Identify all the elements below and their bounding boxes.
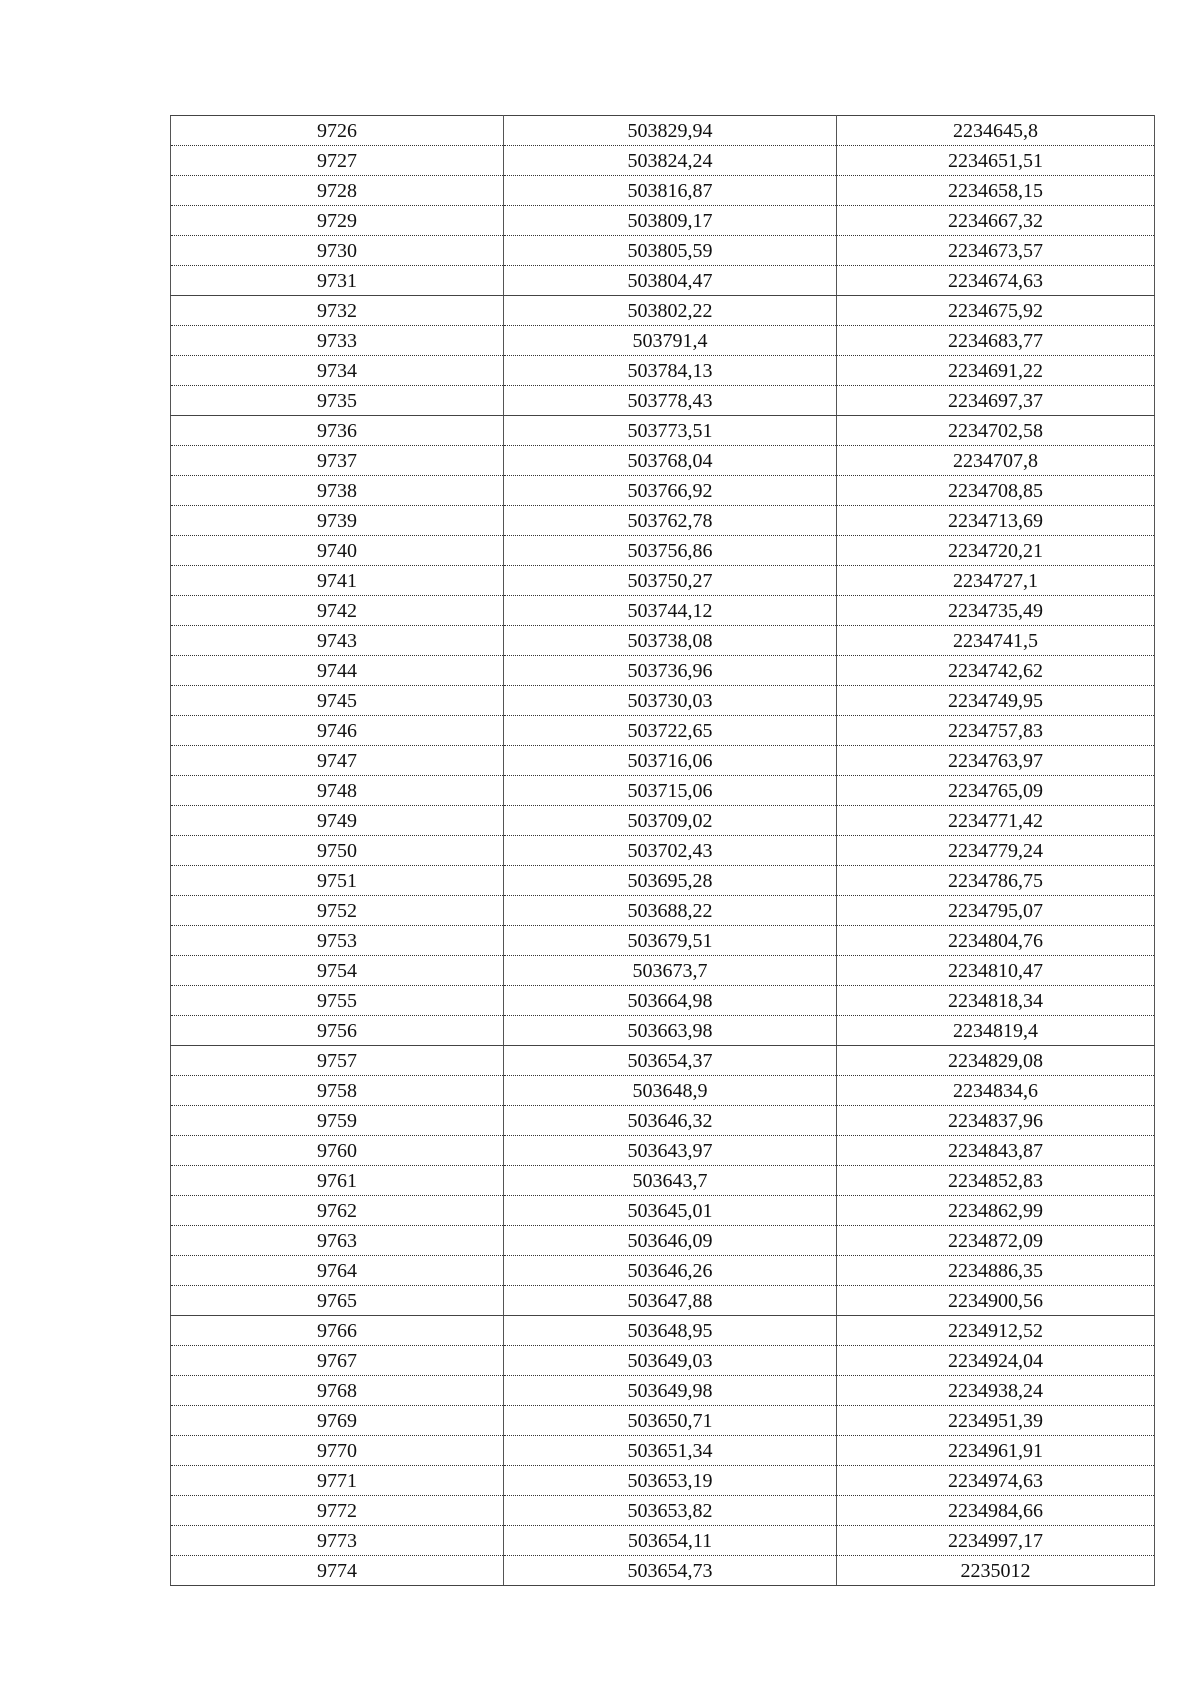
x-coordinate-cell: 503802,22 <box>504 296 837 326</box>
x-coordinate-cell: 503648,95 <box>504 1316 837 1346</box>
table-row <box>171 926 1155 956</box>
x-coordinate-cell: 503649,03 <box>504 1346 837 1376</box>
y-coordinate-cell: 2234675,92 <box>837 296 1155 326</box>
table-row <box>171 356 1155 386</box>
x-coordinate-cell: 503778,43 <box>504 386 837 416</box>
y-coordinate-cell: 2234645,8 <box>837 116 1155 146</box>
y-coordinate-cell: 2234795,07 <box>837 896 1155 926</box>
x-coordinate-cell: 503744,12 <box>504 596 837 626</box>
table-row <box>171 146 1155 176</box>
point-number-cell: 9756 <box>171 1016 504 1046</box>
y-coordinate-cell: 2234786,75 <box>837 866 1155 896</box>
x-coordinate-cell: 503702,43 <box>504 836 837 866</box>
x-coordinate-cell: 503716,06 <box>504 746 837 776</box>
y-coordinate-cell: 2234829,08 <box>837 1046 1155 1076</box>
point-number-cell: 9774 <box>171 1556 504 1586</box>
point-number-cell: 9748 <box>171 776 504 806</box>
table-row <box>171 686 1155 716</box>
y-coordinate-cell: 2234938,24 <box>837 1376 1155 1406</box>
x-coordinate-cell: 503646,26 <box>504 1256 837 1286</box>
table-row <box>171 1196 1155 1226</box>
point-number-cell: 9754 <box>171 956 504 986</box>
y-coordinate-cell: 2234837,96 <box>837 1106 1155 1136</box>
point-number-cell: 9738 <box>171 476 504 506</box>
table-row <box>171 1136 1155 1166</box>
y-coordinate-cell: 2234673,57 <box>837 236 1155 266</box>
point-number-cell: 9770 <box>171 1436 504 1466</box>
table-row <box>171 266 1155 296</box>
table-row <box>171 1016 1155 1046</box>
table-row <box>171 1496 1155 1526</box>
y-coordinate-cell: 2234702,58 <box>837 416 1155 446</box>
point-number-cell: 9743 <box>171 626 504 656</box>
y-coordinate-cell: 2234804,76 <box>837 926 1155 956</box>
x-coordinate-cell: 503804,47 <box>504 266 837 296</box>
point-number-cell: 9740 <box>171 536 504 566</box>
point-number-cell: 9745 <box>171 686 504 716</box>
table-row <box>171 806 1155 836</box>
table-row <box>171 1106 1155 1136</box>
y-coordinate-cell: 2234765,09 <box>837 776 1155 806</box>
point-number-cell: 9731 <box>171 266 504 296</box>
point-number-cell: 9757 <box>171 1046 504 1076</box>
y-coordinate-cell: 2234862,99 <box>837 1196 1155 1226</box>
table-row <box>171 896 1155 926</box>
table-row <box>171 596 1155 626</box>
point-number-cell: 9744 <box>171 656 504 686</box>
point-number-cell: 9734 <box>171 356 504 386</box>
x-coordinate-cell: 503673,7 <box>504 956 837 986</box>
y-coordinate-cell: 2235012 <box>837 1556 1155 1586</box>
point-number-cell: 9737 <box>171 446 504 476</box>
y-coordinate-cell: 2234727,1 <box>837 566 1155 596</box>
point-number-cell: 9741 <box>171 566 504 596</box>
x-coordinate-cell: 503649,98 <box>504 1376 837 1406</box>
y-coordinate-cell: 2234924,04 <box>837 1346 1155 1376</box>
point-number-cell: 9763 <box>171 1226 504 1256</box>
table-row <box>171 506 1155 536</box>
y-coordinate-cell: 2234741,5 <box>837 626 1155 656</box>
point-number-cell: 9732 <box>171 296 504 326</box>
table-row <box>171 1406 1155 1436</box>
point-number-cell: 9759 <box>171 1106 504 1136</box>
y-coordinate-cell: 2234658,15 <box>837 176 1155 206</box>
table-row <box>171 536 1155 566</box>
y-coordinate-cell: 2234984,66 <box>837 1496 1155 1526</box>
point-number-cell: 9752 <box>171 896 504 926</box>
point-number-cell: 9758 <box>171 1076 504 1106</box>
point-number-cell: 9772 <box>171 1496 504 1526</box>
point-number-cell: 9765 <box>171 1286 504 1316</box>
point-number-cell: 9729 <box>171 206 504 236</box>
x-coordinate-cell: 503768,04 <box>504 446 837 476</box>
y-coordinate-cell: 2234742,62 <box>837 656 1155 686</box>
y-coordinate-cell: 2234886,35 <box>837 1256 1155 1286</box>
y-coordinate-cell: 2234818,34 <box>837 986 1155 1016</box>
x-coordinate-cell: 503750,27 <box>504 566 837 596</box>
table-row <box>171 176 1155 206</box>
point-number-cell: 9766 <box>171 1316 504 1346</box>
x-coordinate-cell: 503654,37 <box>504 1046 837 1076</box>
x-coordinate-cell: 503650,71 <box>504 1406 837 1436</box>
table-row <box>171 716 1155 746</box>
point-number-cell: 9755 <box>171 986 504 1016</box>
table-row <box>171 746 1155 776</box>
x-coordinate-cell: 503643,97 <box>504 1136 837 1166</box>
table-row <box>171 236 1155 266</box>
y-coordinate-cell: 2234843,87 <box>837 1136 1155 1166</box>
y-coordinate-cell: 2234708,85 <box>837 476 1155 506</box>
y-coordinate-cell: 2234912,52 <box>837 1316 1155 1346</box>
table-row <box>171 326 1155 356</box>
table-row <box>171 386 1155 416</box>
y-coordinate-cell: 2234763,97 <box>837 746 1155 776</box>
y-coordinate-cell: 2234683,77 <box>837 326 1155 356</box>
x-coordinate-cell: 503784,13 <box>504 356 837 386</box>
point-number-cell: 9726 <box>171 116 504 146</box>
table-row <box>171 416 1155 446</box>
x-coordinate-cell: 503738,08 <box>504 626 837 656</box>
y-coordinate-cell: 2234961,91 <box>837 1436 1155 1466</box>
y-coordinate-cell: 2234651,51 <box>837 146 1155 176</box>
table-row <box>171 1346 1155 1376</box>
x-coordinate-cell: 503648,9 <box>504 1076 837 1106</box>
point-number-cell: 9735 <box>171 386 504 416</box>
y-coordinate-cell: 2234697,37 <box>837 386 1155 416</box>
y-coordinate-cell: 2234974,63 <box>837 1466 1155 1496</box>
y-coordinate-cell: 2234713,69 <box>837 506 1155 536</box>
x-coordinate-cell: 503730,03 <box>504 686 837 716</box>
table-row <box>171 1436 1155 1466</box>
y-coordinate-cell: 2234691,22 <box>837 356 1155 386</box>
y-coordinate-cell: 2234900,56 <box>837 1286 1155 1316</box>
point-number-cell: 9753 <box>171 926 504 956</box>
x-coordinate-cell: 503654,73 <box>504 1556 837 1586</box>
y-coordinate-cell: 2234667,32 <box>837 206 1155 236</box>
table-row <box>171 656 1155 686</box>
table-row <box>171 296 1155 326</box>
x-coordinate-cell: 503773,51 <box>504 416 837 446</box>
table-row <box>171 776 1155 806</box>
point-number-cell: 9768 <box>171 1376 504 1406</box>
x-coordinate-cell: 503791,4 <box>504 326 837 356</box>
table-row <box>171 1166 1155 1196</box>
table-row <box>171 206 1155 236</box>
point-number-cell: 9746 <box>171 716 504 746</box>
point-number-cell: 9728 <box>171 176 504 206</box>
x-coordinate-cell: 503646,32 <box>504 1106 837 1136</box>
point-number-cell: 9749 <box>171 806 504 836</box>
x-coordinate-cell: 503736,96 <box>504 656 837 686</box>
x-coordinate-cell: 503756,86 <box>504 536 837 566</box>
y-coordinate-cell: 2234951,39 <box>837 1406 1155 1436</box>
table-row <box>171 1286 1155 1316</box>
table-row <box>171 1256 1155 1286</box>
point-number-cell: 9771 <box>171 1466 504 1496</box>
table-row <box>171 1376 1155 1406</box>
x-coordinate-cell: 503646,09 <box>504 1226 837 1256</box>
x-coordinate-cell: 503816,87 <box>504 176 837 206</box>
y-coordinate-cell: 2234720,21 <box>837 536 1155 566</box>
x-coordinate-cell: 503688,22 <box>504 896 837 926</box>
table-row <box>171 1226 1155 1256</box>
point-number-cell: 9747 <box>171 746 504 776</box>
x-coordinate-cell: 503709,02 <box>504 806 837 836</box>
x-coordinate-cell: 503805,59 <box>504 236 837 266</box>
x-coordinate-cell: 503762,78 <box>504 506 837 536</box>
x-coordinate-cell: 503651,34 <box>504 1436 837 1466</box>
point-number-cell: 9761 <box>171 1166 504 1196</box>
table-row <box>171 1466 1155 1496</box>
x-coordinate-cell: 503722,65 <box>504 716 837 746</box>
x-coordinate-cell: 503653,82 <box>504 1496 837 1526</box>
y-coordinate-cell: 2234674,63 <box>837 266 1155 296</box>
point-number-cell: 9739 <box>171 506 504 536</box>
table-row <box>171 836 1155 866</box>
point-number-cell: 9764 <box>171 1256 504 1286</box>
point-number-cell: 9760 <box>171 1136 504 1166</box>
x-coordinate-cell: 503664,98 <box>504 986 837 1016</box>
y-coordinate-cell: 2234735,49 <box>837 596 1155 626</box>
point-number-cell: 9767 <box>171 1346 504 1376</box>
point-number-cell: 9750 <box>171 836 504 866</box>
table-row <box>171 446 1155 476</box>
y-coordinate-cell: 2234810,47 <box>837 956 1155 986</box>
x-coordinate-cell: 503663,98 <box>504 1016 837 1046</box>
table-row <box>171 986 1155 1016</box>
y-coordinate-cell: 2234779,24 <box>837 836 1155 866</box>
x-coordinate-cell: 503809,17 <box>504 206 837 236</box>
x-coordinate-cell: 503715,06 <box>504 776 837 806</box>
table-row <box>171 1526 1155 1556</box>
table-row <box>171 566 1155 596</box>
y-coordinate-cell: 2234997,17 <box>837 1526 1155 1556</box>
point-number-cell: 9733 <box>171 326 504 356</box>
x-coordinate-cell: 503643,7 <box>504 1166 837 1196</box>
table-row <box>171 956 1155 986</box>
y-coordinate-cell: 2234749,95 <box>837 686 1155 716</box>
table-row <box>171 866 1155 896</box>
x-coordinate-cell: 503829,94 <box>504 116 837 146</box>
x-coordinate-cell: 503645,01 <box>504 1196 837 1226</box>
x-coordinate-cell: 503766,92 <box>504 476 837 506</box>
y-coordinate-cell: 2234819,4 <box>837 1016 1155 1046</box>
point-number-cell: 9773 <box>171 1526 504 1556</box>
y-coordinate-cell: 2234834,6 <box>837 1076 1155 1106</box>
table-row <box>171 626 1155 656</box>
y-coordinate-cell: 2234771,42 <box>837 806 1155 836</box>
point-number-cell: 9727 <box>171 146 504 176</box>
x-coordinate-cell: 503695,28 <box>504 866 837 896</box>
x-coordinate-cell: 503653,19 <box>504 1466 837 1496</box>
table-row <box>171 476 1155 506</box>
x-coordinate-cell: 503654,11 <box>504 1526 837 1556</box>
x-coordinate-cell: 503647,88 <box>504 1286 837 1316</box>
point-number-cell: 9742 <box>171 596 504 626</box>
y-coordinate-cell: 2234852,83 <box>837 1166 1155 1196</box>
x-coordinate-cell: 503824,24 <box>504 146 837 176</box>
x-coordinate-cell: 503679,51 <box>504 926 837 956</box>
point-number-cell: 9736 <box>171 416 504 446</box>
point-number-cell: 9730 <box>171 236 504 266</box>
y-coordinate-cell: 2234757,83 <box>837 716 1155 746</box>
point-number-cell: 9769 <box>171 1406 504 1436</box>
point-number-cell: 9751 <box>171 866 504 896</box>
coordinates-table-body <box>171 116 1155 1586</box>
y-coordinate-cell: 2234707,8 <box>837 446 1155 476</box>
table-row <box>171 116 1155 146</box>
table-row <box>171 1046 1155 1076</box>
table-row <box>171 1316 1155 1346</box>
table-row <box>171 1076 1155 1106</box>
table-row <box>171 1556 1155 1586</box>
coordinates-table <box>170 115 1155 1586</box>
y-coordinate-cell: 2234872,09 <box>837 1226 1155 1256</box>
point-number-cell: 9762 <box>171 1196 504 1226</box>
